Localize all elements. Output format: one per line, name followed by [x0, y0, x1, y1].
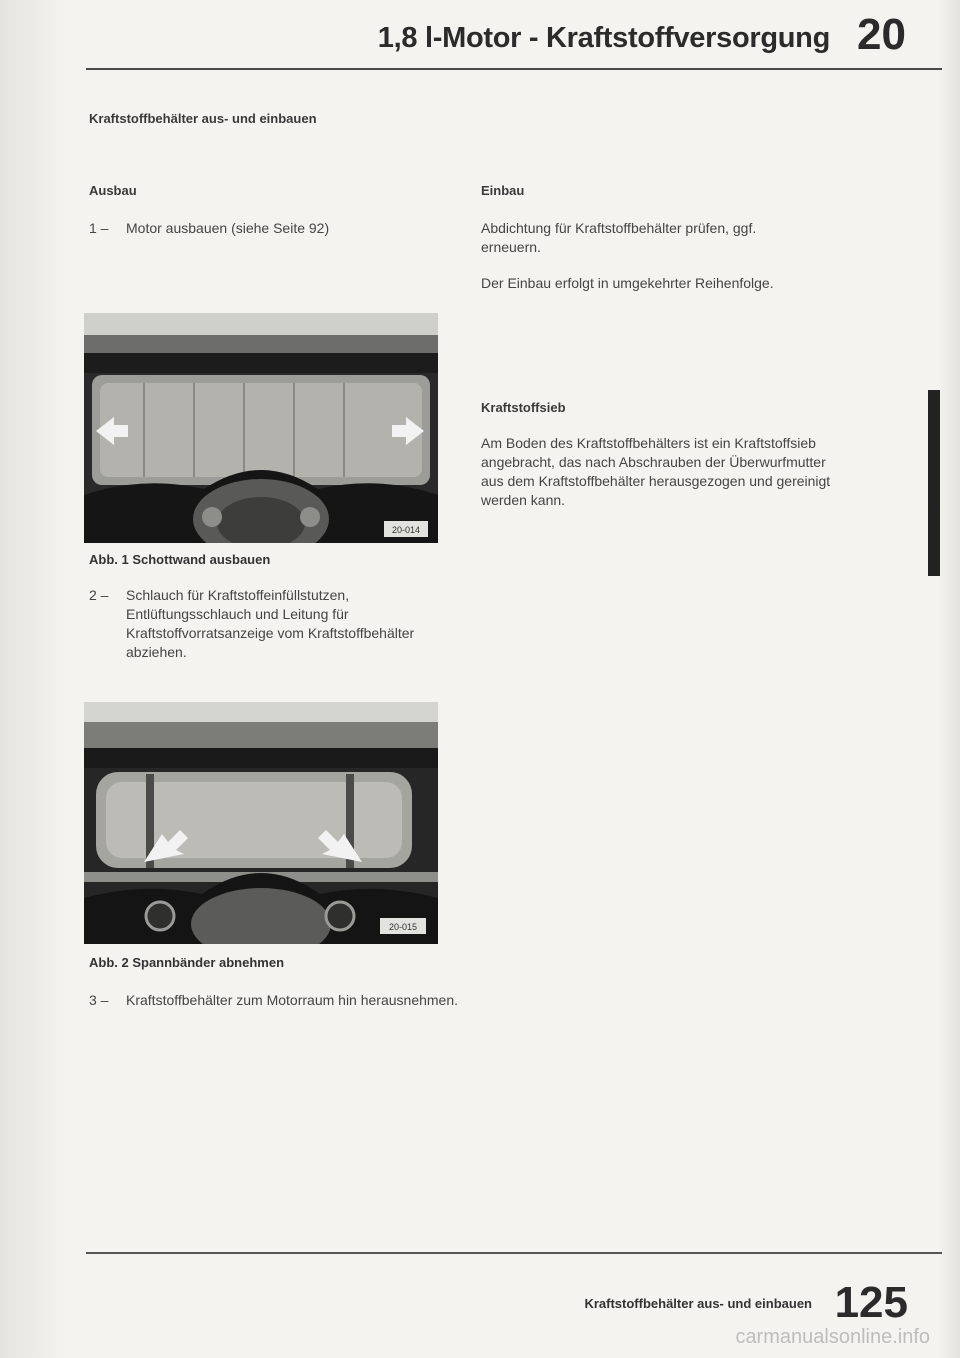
figure-2-photo	[84, 702, 438, 944]
chapter-number: 20	[857, 10, 906, 59]
figure-1-label: 20-014	[391, 525, 421, 535]
ausbau-heading: Ausbau	[89, 183, 137, 198]
chapter-thumb-tab	[928, 390, 940, 576]
kraftstoffsieb-paragraph: Am Boden des Kraftstoffbehälters ist ein Kraftstoffsieb angebracht, das nach Abschrauben der Überwurfmutter aus dem Kraftstoffbehälter herausgezogen und gereinigt werden kann.	[481, 435, 831, 508]
step-text: Motor ausbauen (siehe Seite 92)	[126, 220, 330, 236]
figure-1-caption: Abb. 1 Schottwand ausbauen	[89, 552, 271, 567]
step-2	[89, 586, 479, 660]
scan-edge-left	[0, 0, 68, 1358]
figure-2-label: 20-015	[388, 922, 418, 932]
section-title: Kraftstoffbehälter aus- und einbauen	[89, 111, 317, 126]
step-text: Schlauch für Kraftstoffeinfüllstutzen, Entlüftungsschlauch und Leitung für Kraftstoffvorratsanzeige vom Kraftstoffbehälter abziehen.	[126, 587, 415, 660]
figure-1-photo	[84, 313, 438, 543]
header-rule	[86, 68, 942, 70]
scan-edge-right	[938, 0, 960, 1358]
einbau-paragraph-2: Der Einbau erfolgt in umgekehrter Reihenfolge.	[481, 275, 774, 291]
einbau-heading: Einbau	[481, 183, 525, 198]
watermark: carmanualsonline.info	[735, 1326, 930, 1348]
step-number: 1 –	[89, 220, 109, 236]
fuel-tank-straps-image	[84, 702, 438, 944]
step-text: Kraftstoffbehälter zum Motorraum hin herausnehmen.	[126, 992, 459, 1008]
figure-2-caption: Abb. 2 Spannbänder abnehmen	[89, 955, 285, 970]
kraftstoffsieb-heading: Kraftstoffsieb	[481, 400, 566, 415]
step-number: 3 –	[89, 992, 109, 1008]
footer-section-title: Kraftstoffbehälter aus- und einbauen	[584, 1296, 812, 1311]
page-header-title: 1,8 l-Motor - Kraftstoffversorgung	[377, 22, 830, 54]
footer-rule	[86, 1252, 942, 1254]
einbau-paragraph-1: Abdichtung für Kraftstoffbehälter prüfen, ggf. erneuern.	[481, 220, 757, 255]
step-number: 2 –	[89, 587, 109, 603]
step-1	[89, 219, 479, 239]
step-3	[89, 991, 479, 1031]
engine-bay-bulkhead-image	[84, 313, 438, 543]
page-number: 125	[834, 1278, 908, 1327]
